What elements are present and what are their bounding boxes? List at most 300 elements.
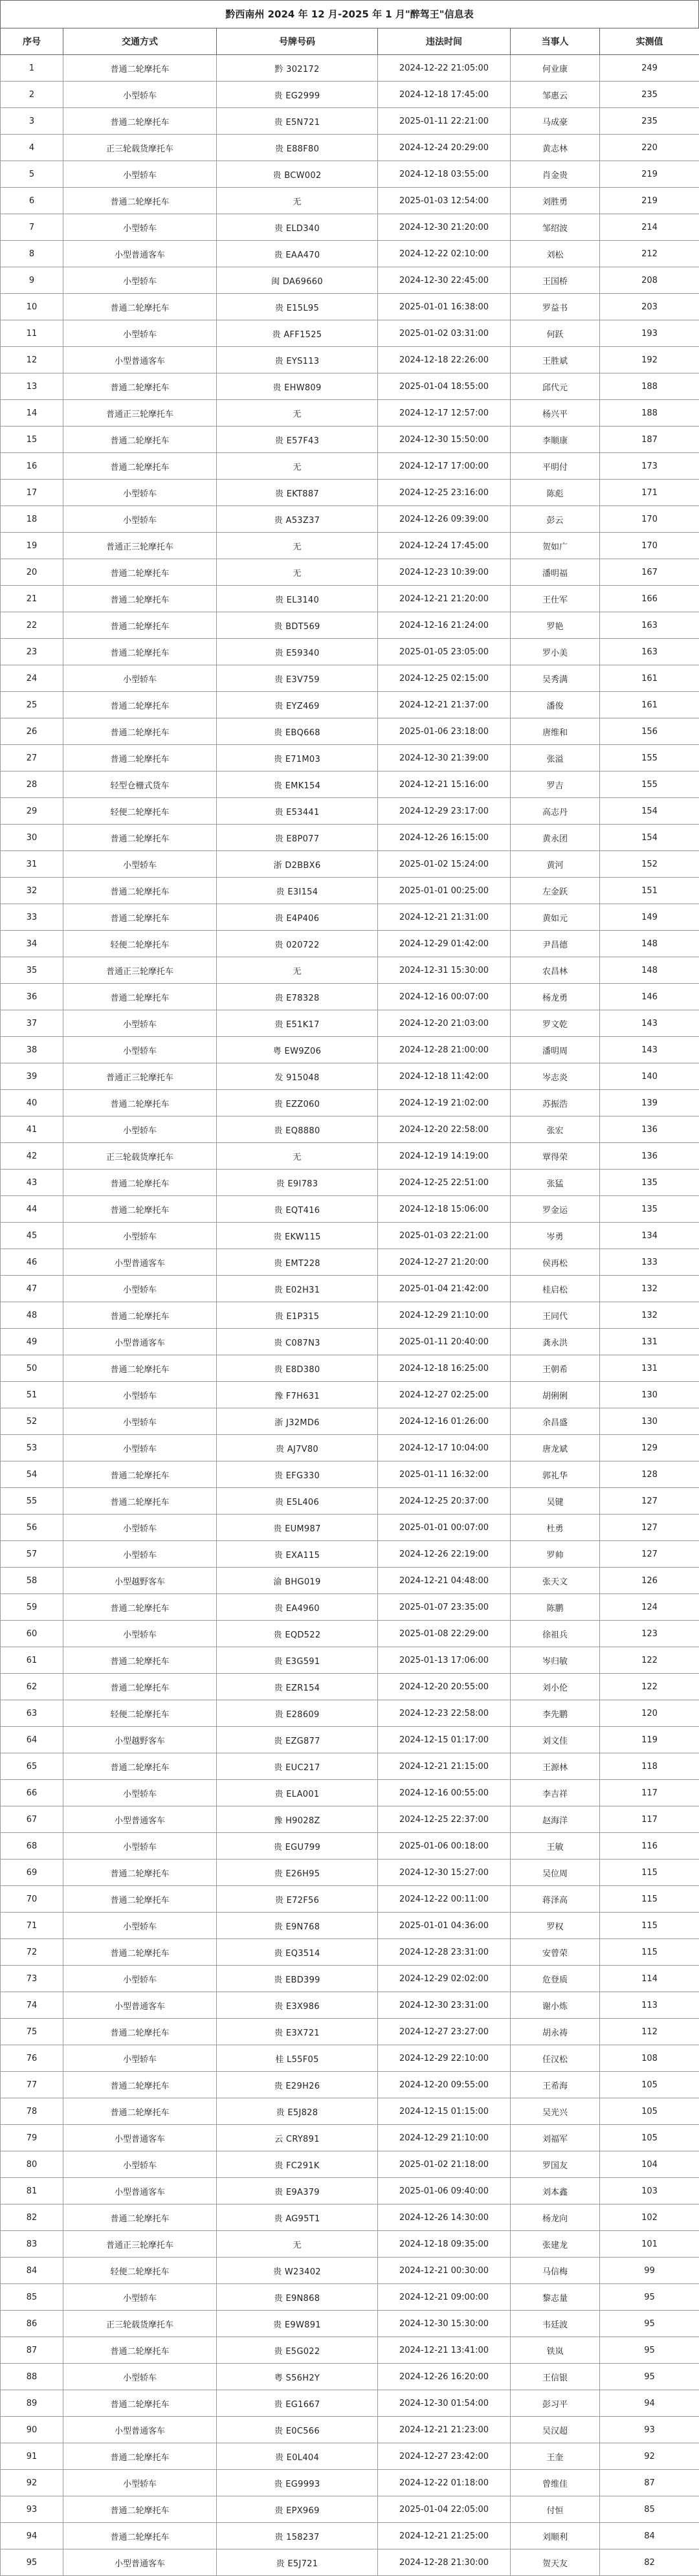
cell-plate: 贵 EZZ060 <box>217 1090 378 1116</box>
cell-index: 56 <box>1 1515 63 1541</box>
cell-person: 张溢 <box>511 745 600 772</box>
cell-plate: 贵 EQ3514 <box>217 1939 378 1966</box>
cell-vehicle-type: 小型轿车 <box>63 1913 217 1939</box>
cell-plate: 贵 E5G022 <box>217 2337 378 2364</box>
cell-index: 52 <box>1 1408 63 1435</box>
cell-measured: 127 <box>600 1541 699 1568</box>
cell-measured: 114 <box>600 1966 699 1992</box>
cell-index: 33 <box>1 904 63 931</box>
cell-person: 刘小伦 <box>511 1674 600 1700</box>
cell-person: 李先鹏 <box>511 1700 600 1727</box>
cell-vehicle-type: 小型轿车 <box>63 1541 217 1568</box>
cell-index: 69 <box>1 1860 63 1886</box>
cell-plate: 贵 AFF1525 <box>217 320 378 347</box>
cell-vehicle-type: 小型轿车 <box>63 506 217 533</box>
table-row <box>1 1408 699 1435</box>
cell-person: 罗艳 <box>511 612 600 639</box>
cell-measured: 126 <box>600 1568 699 1594</box>
cell-person: 谢小炼 <box>511 1992 600 2019</box>
cell-index: 95 <box>1 2549 63 2576</box>
cell-index: 9 <box>1 267 63 294</box>
cell-person: 农昌林 <box>511 957 600 984</box>
cell-measured: 118 <box>600 1753 699 1780</box>
cell-time: 2024-12-25 22:51:00 <box>378 1170 511 1196</box>
cell-vehicle-type: 普通二轮摩托车 <box>63 108 217 135</box>
table-row <box>1 400 699 427</box>
table-row <box>1 825 699 851</box>
cell-index: 90 <box>1 2417 63 2443</box>
cell-time: 2024-12-26 16:20:00 <box>378 2364 511 2390</box>
cell-time: 2025-01-01 00:25:00 <box>378 878 511 904</box>
cell-measured: 108 <box>600 2045 699 2072</box>
cell-vehicle-type: 普通二轮摩托车 <box>63 55 217 82</box>
cell-measured: 173 <box>600 453 699 480</box>
cell-vehicle-type: 轻便二轮摩托车 <box>63 931 217 957</box>
table-row <box>1 1515 699 1541</box>
cell-measured: 113 <box>600 1992 699 2019</box>
cell-vehicle-type: 普通二轮摩托车 <box>63 453 217 480</box>
cell-measured: 154 <box>600 825 699 851</box>
cell-person: 胡俐俐 <box>511 1382 600 1408</box>
cell-measured: 208 <box>600 267 699 294</box>
cell-measured: 143 <box>600 1037 699 1063</box>
cell-plate: 贵 E72F56 <box>217 1886 378 1913</box>
cell-time: 2024-12-30 23:31:00 <box>378 1992 511 2019</box>
cell-time: 2024-12-23 10:39:00 <box>378 559 511 586</box>
cell-measured: 129 <box>600 1435 699 1461</box>
cell-time: 2024-12-21 00:30:00 <box>378 2258 511 2284</box>
cell-measured: 115 <box>600 1913 699 1939</box>
cell-vehicle-type: 普通二轮摩托车 <box>63 2390 217 2417</box>
cell-vehicle-type: 小型轿车 <box>63 82 217 108</box>
cell-index: 91 <box>1 2443 63 2470</box>
cell-measured: 152 <box>600 851 699 878</box>
cell-vehicle-type: 普通正三轮摩托车 <box>63 2231 217 2258</box>
cell-vehicle-type: 小型轿车 <box>63 1515 217 1541</box>
cell-measured: 140 <box>600 1063 699 1090</box>
cell-vehicle-type: 普通二轮摩托车 <box>63 2072 217 2098</box>
cell-measured: 84 <box>600 2523 699 2549</box>
cell-time: 2025-01-03 22:21:00 <box>378 1223 511 1249</box>
cell-person: 苏振浩 <box>511 1090 600 1116</box>
cell-index: 57 <box>1 1541 63 1568</box>
cell-person: 邹绍波 <box>511 214 600 241</box>
table-row <box>1 718 699 745</box>
cell-plate: 渝 BHG019 <box>217 1568 378 1594</box>
table-row <box>1 2284 699 2311</box>
cell-person: 韦廷波 <box>511 2311 600 2337</box>
cell-measured: 235 <box>600 108 699 135</box>
table-row <box>1 320 699 347</box>
cell-vehicle-type: 小型普通客车 <box>63 2549 217 2576</box>
cell-person: 刘松 <box>511 241 600 267</box>
cell-person: 王信银 <box>511 2364 600 2390</box>
cell-index: 29 <box>1 798 63 825</box>
table-row <box>1 1647 699 1674</box>
table-row <box>1 1939 699 1966</box>
cell-vehicle-type: 小型轿车 <box>63 1382 217 1408</box>
cell-time: 2024-12-27 23:27:00 <box>378 2019 511 2045</box>
cell-plate: 贵 EFG330 <box>217 1461 378 1488</box>
cell-index: 55 <box>1 1488 63 1515</box>
cell-measured: 130 <box>600 1382 699 1408</box>
cell-measured: 115 <box>600 1939 699 1966</box>
table-row <box>1 2019 699 2045</box>
cell-person: 彭习平 <box>511 2390 600 2417</box>
cell-index: 88 <box>1 2364 63 2390</box>
cell-time: 2025-01-02 21:18:00 <box>378 2151 511 2178</box>
table-row <box>1 1302 699 1329</box>
cell-index: 3 <box>1 108 63 135</box>
cell-index: 66 <box>1 1780 63 1806</box>
cell-vehicle-type: 普通正三轮摩托车 <box>63 1063 217 1090</box>
cell-measured: 139 <box>600 1090 699 1116</box>
cell-measured: 171 <box>600 480 699 506</box>
cell-measured: 167 <box>600 559 699 586</box>
cell-vehicle-type: 普通二轮摩托车 <box>63 1196 217 1223</box>
cell-measured: 122 <box>600 1647 699 1674</box>
cell-vehicle-type: 普通二轮摩托车 <box>63 1939 217 1966</box>
cell-index: 72 <box>1 1939 63 1966</box>
cell-vehicle-type: 小型普通客车 <box>63 2417 217 2443</box>
cell-time: 2024-12-30 21:20:00 <box>378 214 511 241</box>
cell-plate: 贵 EHW809 <box>217 373 378 400</box>
cell-person: 贺天友 <box>511 2549 600 2576</box>
cell-vehicle-type: 普通二轮摩托车 <box>63 745 217 772</box>
cell-person: 罗金运 <box>511 1196 600 1223</box>
table-row <box>1 108 699 135</box>
cell-vehicle-type: 小型普通客车 <box>63 1329 217 1355</box>
cell-vehicle-type: 正三轮载货摩托车 <box>63 135 217 161</box>
cell-plate: 贵 E4P406 <box>217 904 378 931</box>
cell-vehicle-type: 小型轿车 <box>63 1833 217 1860</box>
cell-vehicle-type: 普通二轮摩托车 <box>63 2019 217 2045</box>
cell-person: 王奎 <box>511 2443 600 2470</box>
cell-time: 2024-12-21 13:41:00 <box>378 2337 511 2364</box>
cell-vehicle-type: 小型轿车 <box>63 1780 217 1806</box>
cell-vehicle-type: 小型轿车 <box>63 2284 217 2311</box>
cell-measured: 95 <box>600 2337 699 2364</box>
cell-measured: 85 <box>600 2496 699 2523</box>
table-row <box>1 2125 699 2151</box>
cell-index: 26 <box>1 718 63 745</box>
cell-plate: 贵 E3X986 <box>217 1992 378 2019</box>
cell-vehicle-type: 普通二轮摩托车 <box>63 427 217 453</box>
table-row <box>1 1143 699 1170</box>
cell-time: 2024-12-20 21:03:00 <box>378 1010 511 1037</box>
cell-time: 2024-12-24 20:29:00 <box>378 135 511 161</box>
cell-index: 68 <box>1 1833 63 1860</box>
cell-index: 64 <box>1 1727 63 1753</box>
cell-measured: 82 <box>600 2549 699 2576</box>
table-row <box>1 2549 699 2576</box>
cell-vehicle-type: 普通二轮摩托车 <box>63 1594 217 1621</box>
cell-person: 杨龙勇 <box>511 984 600 1010</box>
cell-plate: 贵 E3G591 <box>217 1647 378 1674</box>
cell-person: 罗小美 <box>511 639 600 665</box>
cell-plate: 贵 E9N868 <box>217 2284 378 2311</box>
cell-measured: 117 <box>600 1780 699 1806</box>
cell-person: 张宏 <box>511 1116 600 1143</box>
cell-time: 2024-12-20 09:55:00 <box>378 2072 511 2098</box>
cell-vehicle-type: 普通二轮摩托车 <box>63 1302 217 1329</box>
cell-plate: 贵 EMK154 <box>217 772 378 798</box>
cell-plate: 贵 EKT887 <box>217 480 378 506</box>
cell-vehicle-type: 普通二轮摩托车 <box>63 1090 217 1116</box>
table-row <box>1 1276 699 1302</box>
table-row <box>1 1435 699 1461</box>
cell-plate: 发 915048 <box>217 1063 378 1090</box>
cell-measured: 93 <box>600 2417 699 2443</box>
cell-index: 4 <box>1 135 63 161</box>
table-row <box>1 2072 699 2098</box>
cell-person: 陈鹏 <box>511 1594 600 1621</box>
cell-time: 2025-01-02 03:31:00 <box>378 320 511 347</box>
cell-time: 2024-12-30 15:30:00 <box>378 2311 511 2337</box>
cell-person: 杜勇 <box>511 1515 600 1541</box>
table-row <box>1 957 699 984</box>
cell-vehicle-type: 小型轿车 <box>63 1276 217 1302</box>
cell-time: 2024-12-15 01:17:00 <box>378 1727 511 1753</box>
cell-person: 马信梅 <box>511 2258 600 2284</box>
cell-vehicle-type: 小型普通客车 <box>63 1249 217 1276</box>
cell-time: 2024-12-22 02:10:00 <box>378 241 511 267</box>
table-row <box>1 1196 699 1223</box>
cell-person: 刘顺利 <box>511 2523 600 2549</box>
cell-vehicle-type: 小型轿车 <box>63 480 217 506</box>
cell-measured: 161 <box>600 692 699 718</box>
cell-measured: 105 <box>600 2125 699 2151</box>
cell-vehicle-type: 普通二轮摩托车 <box>63 878 217 904</box>
cell-measured: 136 <box>600 1116 699 1143</box>
cell-vehicle-type: 普通二轮摩托车 <box>63 294 217 320</box>
cell-person: 王胜斌 <box>511 347 600 373</box>
cell-measured: 155 <box>600 745 699 772</box>
cell-measured: 148 <box>600 931 699 957</box>
cell-time: 2025-01-02 15:24:00 <box>378 851 511 878</box>
cell-person: 何跃 <box>511 320 600 347</box>
cell-person: 赵海洋 <box>511 1806 600 1833</box>
cell-time: 2025-01-07 23:35:00 <box>378 1594 511 1621</box>
cell-index: 45 <box>1 1223 63 1249</box>
cell-time: 2024-12-21 09:00:00 <box>378 2284 511 2311</box>
cell-plate: 闽 DA69660 <box>217 267 378 294</box>
cell-vehicle-type: 小型越野客车 <box>63 1727 217 1753</box>
cell-time: 2024-12-15 01:15:00 <box>378 2098 511 2125</box>
cell-plate: 贵 EUM987 <box>217 1515 378 1541</box>
cell-time: 2024-12-18 03:55:00 <box>378 161 511 188</box>
cell-index: 15 <box>1 427 63 453</box>
cell-person: 唐龙斌 <box>511 1435 600 1461</box>
table-row <box>1 1674 699 1700</box>
cell-time: 2024-12-16 21:24:00 <box>378 612 511 639</box>
cell-vehicle-type: 小型轿车 <box>63 2151 217 2178</box>
cell-person: 罗权 <box>511 1913 600 1939</box>
cell-plate: 浙 D2BBX6 <box>217 851 378 878</box>
cell-plate: 贵 EYZ469 <box>217 692 378 718</box>
cell-measured: 92 <box>600 2443 699 2470</box>
table-row <box>1 347 699 373</box>
cell-time: 2025-01-04 22:05:00 <box>378 2496 511 2523</box>
cell-measured: 131 <box>600 1355 699 1382</box>
cell-plate: 贵 E8P077 <box>217 825 378 851</box>
cell-person: 胡永祷 <box>511 2019 600 2045</box>
cell-time: 2025-01-11 20:40:00 <box>378 1329 511 1355</box>
cell-time: 2024-12-21 21:31:00 <box>378 904 511 931</box>
cell-measured: 103 <box>600 2178 699 2204</box>
cell-plate: 贵 E15L95 <box>217 294 378 320</box>
violator-table <box>0 28 699 2576</box>
cell-time: 2025-01-08 22:29:00 <box>378 1621 511 1647</box>
cell-plate: 贵 EMT228 <box>217 1249 378 1276</box>
cell-time: 2024-12-21 21:15:00 <box>378 1753 511 1780</box>
cell-index: 48 <box>1 1302 63 1329</box>
cell-plate: 贵 EBD399 <box>217 1966 378 1992</box>
table-row <box>1 1806 699 1833</box>
cell-vehicle-type: 普通二轮摩托车 <box>63 1355 217 1382</box>
cell-person: 王仕军 <box>511 586 600 612</box>
cell-measured: 212 <box>600 241 699 267</box>
cell-index: 94 <box>1 2523 63 2549</box>
cell-person: 侯再松 <box>511 1249 600 1276</box>
cell-index: 92 <box>1 2470 63 2496</box>
cell-time: 2024-12-17 17:00:00 <box>378 453 511 480</box>
cell-vehicle-type: 普通二轮摩托车 <box>63 2443 217 2470</box>
cell-index: 8 <box>1 241 63 267</box>
cell-plate: 贵 C087N3 <box>217 1329 378 1355</box>
cell-person: 杨龙向 <box>511 2204 600 2231</box>
cell-index: 1 <box>1 55 63 82</box>
cell-time: 2024-12-18 16:25:00 <box>378 1355 511 1382</box>
cell-plate: 贵 020722 <box>217 931 378 957</box>
cell-plate: 贵 E88F80 <box>217 135 378 161</box>
cell-index: 40 <box>1 1090 63 1116</box>
cell-person: 张猛 <box>511 1170 600 1196</box>
cell-index: 36 <box>1 984 63 1010</box>
cell-plate: 贵 EKW115 <box>217 1223 378 1249</box>
cell-vehicle-type: 正三轮载货摩托车 <box>63 1143 217 1170</box>
cell-vehicle-type: 小型普通客车 <box>63 1992 217 2019</box>
cell-time: 2024-12-29 02:02:00 <box>378 1966 511 1992</box>
table-row <box>1 1170 699 1196</box>
cell-person: 王国桥 <box>511 267 600 294</box>
cell-vehicle-type: 小型轿车 <box>63 214 217 241</box>
cell-time: 2024-12-26 16:15:00 <box>378 825 511 851</box>
cell-vehicle-type: 小型轿车 <box>63 320 217 347</box>
cell-time: 2025-01-06 00:18:00 <box>378 1833 511 1860</box>
table-row <box>1 188 699 214</box>
cell-plate: 贵 E57F43 <box>217 427 378 453</box>
cell-plate: 贵 E8D380 <box>217 1355 378 1382</box>
cell-measured: 135 <box>600 1196 699 1223</box>
cell-measured: 131 <box>600 1329 699 1355</box>
cell-person: 罗国友 <box>511 2151 600 2178</box>
cell-plate: 无 <box>217 957 378 984</box>
table-row <box>1 1780 699 1806</box>
cell-time: 2024-12-19 21:02:00 <box>378 1090 511 1116</box>
table-row <box>1 1010 699 1037</box>
cell-person: 潘明周 <box>511 1037 600 1063</box>
cell-index: 60 <box>1 1621 63 1647</box>
table-row <box>1 1700 699 1727</box>
cell-measured: 170 <box>600 506 699 533</box>
cell-plate: 贵 E02H31 <box>217 1276 378 1302</box>
cell-plate: 贵 EPX969 <box>217 2496 378 2523</box>
cell-person: 刘本鑫 <box>511 2178 600 2204</box>
cell-index: 83 <box>1 2231 63 2258</box>
cell-plate: 贵 EZR154 <box>217 1674 378 1700</box>
cell-measured: 130 <box>600 1408 699 1435</box>
cell-time: 2024-12-30 15:27:00 <box>378 1860 511 1886</box>
cell-plate: 贵 ELA001 <box>217 1780 378 1806</box>
cell-time: 2024-12-30 22:45:00 <box>378 267 511 294</box>
cell-vehicle-type: 小型轿车 <box>63 2364 217 2390</box>
cell-vehicle-type: 普通二轮摩托车 <box>63 1461 217 1488</box>
cell-plate: 贵 E51K17 <box>217 1010 378 1037</box>
cell-time: 2024-12-29 21:10:00 <box>378 2125 511 2151</box>
cell-time: 2024-12-29 23:17:00 <box>378 798 511 825</box>
cell-time: 2024-12-16 00:07:00 <box>378 984 511 1010</box>
table-row <box>1 1886 699 1913</box>
cell-time: 2025-01-01 16:38:00 <box>378 294 511 320</box>
cell-vehicle-type: 普通二轮摩托车 <box>63 373 217 400</box>
cell-measured: 161 <box>600 665 699 692</box>
cell-plate: 贵 E28609 <box>217 1700 378 1727</box>
col-header-time: 违法时间 <box>378 28 511 55</box>
cell-measured: 122 <box>600 1674 699 1700</box>
cell-index: 84 <box>1 2258 63 2284</box>
cell-vehicle-type: 普通二轮摩托车 <box>63 2098 217 2125</box>
table-row <box>1 2390 699 2417</box>
cell-vehicle-type: 小型越野客车 <box>63 1568 217 1594</box>
cell-measured: 149 <box>600 904 699 931</box>
cell-index: 30 <box>1 825 63 851</box>
cell-person: 任汉松 <box>511 2045 600 2072</box>
table-row <box>1 1249 699 1276</box>
cell-time: 2025-01-11 22:21:00 <box>378 108 511 135</box>
cell-vehicle-type: 小型普通客车 <box>63 1806 217 1833</box>
cell-plate: 贵 EQD522 <box>217 1621 378 1647</box>
cell-index: 28 <box>1 772 63 798</box>
cell-vehicle-type: 普通二轮摩托车 <box>63 692 217 718</box>
table-row <box>1 612 699 639</box>
cell-time: 2024-12-21 21:25:00 <box>378 2523 511 2549</box>
cell-person: 贺如广 <box>511 533 600 559</box>
cell-plate: 贵 ELD340 <box>217 214 378 241</box>
cell-plate: 无 <box>217 1143 378 1170</box>
cell-index: 58 <box>1 1568 63 1594</box>
cell-vehicle-type: 轻便二轮摩托车 <box>63 1700 217 1727</box>
cell-plate: 贵 BDT569 <box>217 612 378 639</box>
cell-time: 2024-12-30 21:39:00 <box>378 745 511 772</box>
cell-index: 75 <box>1 2019 63 2045</box>
cell-time: 2024-12-29 22:10:00 <box>378 2045 511 2072</box>
table-row <box>1 772 699 798</box>
cell-plate: 贵 EG2999 <box>217 82 378 108</box>
cell-plate: 贵 E5J828 <box>217 2098 378 2125</box>
cell-time: 2024-12-29 21:10:00 <box>378 1302 511 1329</box>
table-row <box>1 2204 699 2231</box>
table-row <box>1 2045 699 2072</box>
cell-time: 2024-12-18 17:45:00 <box>378 82 511 108</box>
cell-index: 87 <box>1 2337 63 2364</box>
cell-person: 安曾荣 <box>511 1939 600 1966</box>
table-row <box>1 2151 699 2178</box>
cell-index: 7 <box>1 214 63 241</box>
cell-person: 罗文乾 <box>511 1010 600 1037</box>
table-row <box>1 2098 699 2125</box>
table-row <box>1 1329 699 1355</box>
